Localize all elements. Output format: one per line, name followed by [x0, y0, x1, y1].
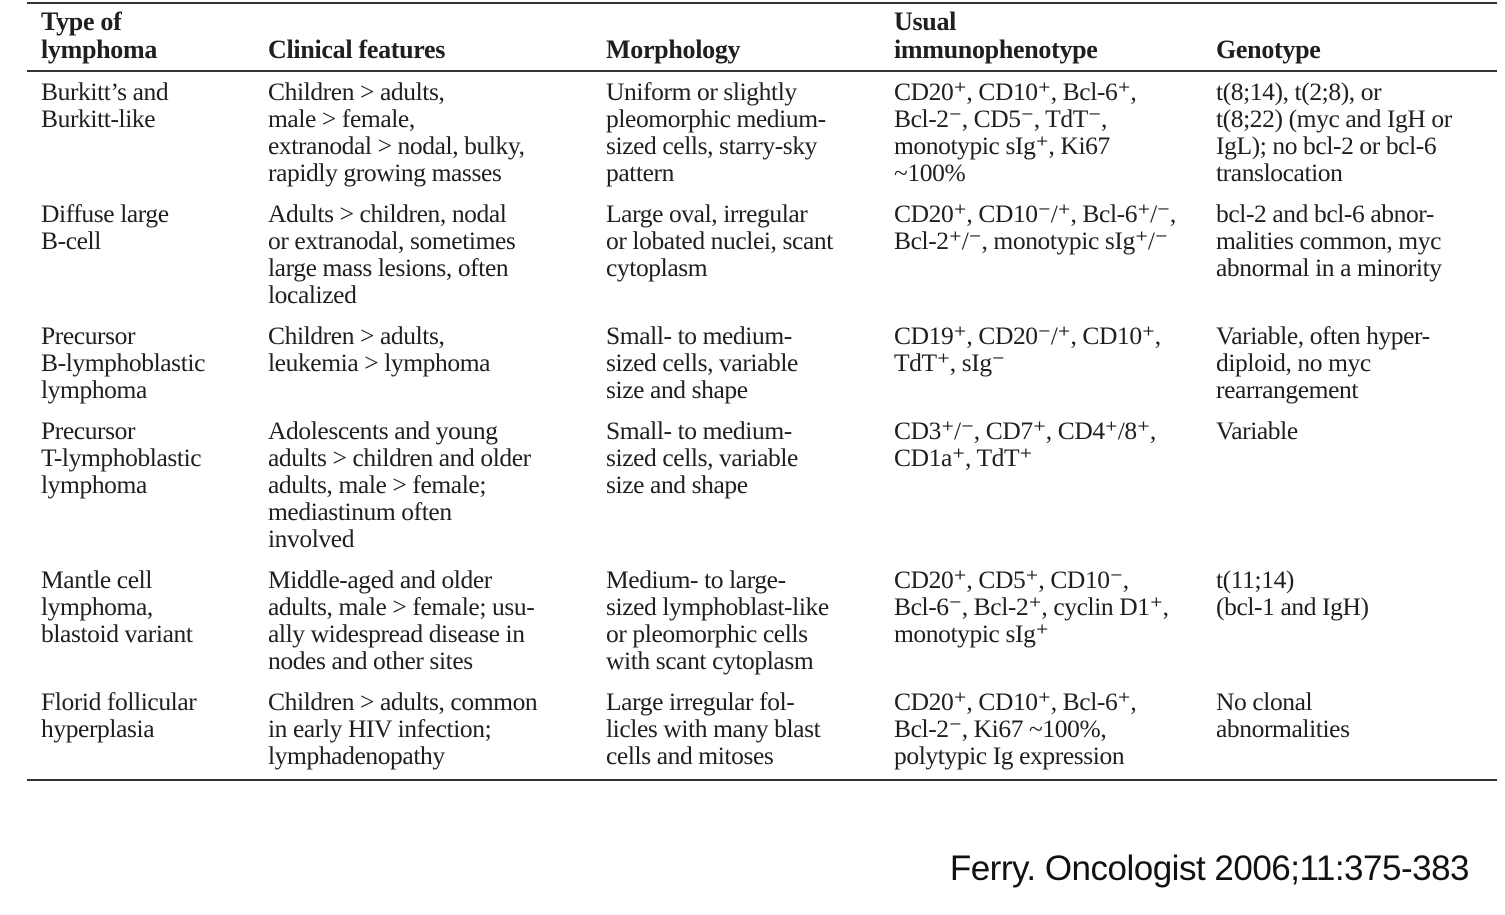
cell-line: B-lymphoblastic [41, 348, 205, 377]
cell-line: Variable, often hyper- [1216, 321, 1430, 350]
table-header [27, 3, 1497, 71]
cell-line: sized lymphoblast-like [606, 592, 829, 621]
header-type-of-lymphoma [27, 3, 254, 71]
cell-line: CD1a⁺, TdT⁺ [894, 443, 1033, 472]
cell-morphology [592, 688, 880, 780]
cell-line: with scant cytoplasm [606, 646, 814, 675]
cell-type-of-lymphoma [27, 566, 254, 688]
cell-line: TdT⁺, sIg⁻ [894, 348, 1005, 377]
header-line: Morphology [606, 35, 741, 64]
cell-line: rapidly growing masses [268, 158, 502, 187]
cell-morphology [592, 322, 880, 417]
cell-type-of-lymphoma [27, 688, 254, 780]
cell-line: Burkitt’s and [41, 77, 169, 106]
cell-line: Bcl-6⁻, Bcl-2⁺, cyclin D1⁺, [894, 592, 1169, 621]
cell-line: extranodal > nodal, bulky, [268, 131, 525, 160]
cell-immunophenotype [880, 417, 1202, 566]
cell-line: blastoid variant [41, 619, 193, 648]
cell-type-of-lymphoma [27, 417, 254, 566]
cell-genotype [1202, 417, 1497, 566]
cell-line: lymphoma, [41, 592, 153, 621]
header-genotype [1202, 3, 1497, 71]
cell-line: CD3⁺/⁻, CD7⁺, CD4⁺/8⁺, [894, 416, 1156, 445]
cell-genotype [1202, 566, 1497, 688]
cell-line: hyperplasia [41, 714, 155, 743]
cell-line: pleomorphic medium- [606, 104, 826, 133]
cell-line: Adolescents and young [268, 416, 498, 445]
cell-line: Burkitt-like [41, 104, 156, 133]
cell-line: Children > adults, [268, 77, 445, 106]
cell-morphology [592, 417, 880, 566]
cell-line: cells and mitoses [606, 741, 774, 770]
cell-immunophenotype [880, 71, 1202, 200]
header-line: Usual [894, 7, 957, 36]
cell-line: malities common, myc [1216, 226, 1441, 255]
cell-immunophenotype [880, 566, 1202, 688]
cell-line: licles with many blast [606, 714, 821, 743]
cell-line: Precursor [41, 321, 136, 350]
cell-line: Medium- to large- [606, 565, 786, 594]
cell-line: Large oval, irregular [606, 199, 808, 228]
cell-line: nodes and other sites [268, 646, 473, 675]
header-morphology [592, 3, 880, 71]
cell-clinical-features [254, 688, 592, 780]
cell-line: or extranodal, sometimes [268, 226, 516, 255]
cell-line: CD20⁺, CD10⁻/⁺, Bcl-6⁺/⁻, [894, 199, 1176, 228]
cell-line: IgL); no bcl-2 or bcl-6 [1216, 131, 1437, 160]
cell-genotype [1202, 688, 1497, 780]
cell-line: adults, male > female; usu- [268, 592, 535, 621]
cell-line: rearrangement [1216, 375, 1359, 404]
cell-clinical-features [254, 566, 592, 688]
cell-genotype [1202, 71, 1497, 200]
cell-line: Adults > children, nodal [268, 199, 507, 228]
cell-immunophenotype [880, 322, 1202, 417]
cell-line: cytoplasm [606, 253, 708, 282]
cell-line: large mass lesions, often [268, 253, 509, 282]
cell-line: Variable [1216, 416, 1298, 445]
cell-clinical-features [254, 322, 592, 417]
cell-line: T-lymphoblastic [41, 443, 202, 472]
header-line: immunophenotype [894, 35, 1098, 64]
header-line: Type of [41, 7, 122, 36]
cell-line: polytypic Ig expression [894, 741, 1125, 770]
cell-line: Small- to medium- [606, 416, 792, 445]
cell-immunophenotype [880, 688, 1202, 780]
cell-clinical-features [254, 417, 592, 566]
cell-line: diploid, no myc [1216, 348, 1371, 377]
cell-line: CD20⁺, CD10⁺, Bcl-6⁺, [894, 687, 1137, 716]
cell-line: size and shape [606, 375, 748, 404]
cell-line: lymphoma [41, 375, 147, 404]
cell-type-of-lymphoma [27, 71, 254, 200]
table-row [27, 71, 1497, 200]
cell-line: ally widespread disease in [268, 619, 525, 648]
cell-line: Mantle cell [41, 565, 153, 594]
cell-line: CD20⁺, CD5⁺, CD10⁻, [894, 565, 1129, 594]
cell-line: sized cells, variable [606, 443, 798, 472]
lymphoma-comparison-table [27, 2, 1497, 781]
cell-line: (bcl-1 and IgH) [1216, 592, 1369, 621]
cell-line: Bcl-2⁻, Ki67 ~100%, [894, 714, 1107, 743]
cell-line: ~100% [894, 158, 966, 187]
cell-line: male > female, [268, 104, 415, 133]
cell-line: Large irregular fol- [606, 687, 795, 716]
header-line: Genotype [1216, 35, 1321, 64]
cell-line: translocation [1216, 158, 1343, 187]
cell-line: No clonal [1216, 687, 1313, 716]
cell-line: lymphoma [41, 470, 147, 499]
cell-genotype [1202, 322, 1497, 417]
cell-line: t(11;14) [1216, 565, 1295, 594]
table-row [27, 322, 1497, 417]
cell-line: adults, male > female; [268, 470, 486, 499]
cell-line: in early HIV infection; [268, 714, 492, 743]
cell-clinical-features [254, 200, 592, 322]
cell-line: abnormal in a minority [1216, 253, 1442, 282]
header-line: Clinical features [268, 35, 446, 64]
cell-genotype [1202, 200, 1497, 322]
table-row [27, 688, 1497, 780]
header-row [27, 3, 1497, 71]
cell-morphology [592, 71, 880, 200]
cell-line: Children > adults, common [268, 687, 538, 716]
table-row [27, 417, 1497, 566]
cell-line: involved [268, 524, 355, 553]
cell-line: or lobated nuclei, scant [606, 226, 833, 255]
cell-line: sized cells, variable [606, 348, 798, 377]
cell-line: sized cells, starry-sky [606, 131, 818, 160]
cell-line: pattern [606, 158, 674, 187]
cell-line: Uniform or slightly [606, 77, 797, 106]
cell-clinical-features [254, 71, 592, 200]
cell-line: Precursor [41, 416, 136, 445]
cell-line: t(8;22) (myc and IgH or [1216, 104, 1452, 133]
cell-line: localized [268, 280, 357, 309]
cell-line: lymphadenopathy [268, 741, 445, 770]
cell-line: size and shape [606, 470, 748, 499]
cell-line: monotypic sIg⁺, Ki67 [894, 131, 1110, 160]
lymphoma-comparison-table-container [27, 2, 1497, 781]
cell-line: Diffuse large [41, 199, 169, 228]
header-immunophenotype [880, 3, 1202, 71]
cell-line: Bcl-2⁻, CD5⁻, TdT⁻, [894, 104, 1107, 133]
cell-line: or pleomorphic cells [606, 619, 808, 648]
cell-line: Small- to medium- [606, 321, 792, 350]
cell-type-of-lymphoma [27, 322, 254, 417]
cell-line: Florid follicular [41, 687, 197, 716]
table-body [27, 71, 1497, 780]
cell-line: leukemia > lymphoma [268, 348, 491, 377]
header-clinical-features [254, 3, 592, 71]
cell-immunophenotype [880, 200, 1202, 322]
cell-line: bcl-2 and bcl-6 abnor- [1216, 199, 1434, 228]
citation: Ferry. Oncologist 2006;11:375-383 [949, 849, 1469, 888]
cell-line: CD19⁺, CD20⁻/⁺, CD10⁺, [894, 321, 1161, 350]
table-row [27, 566, 1497, 688]
cell-line: abnormalities [1216, 714, 1350, 743]
header-line: lymphoma [41, 35, 158, 64]
cell-line: B-cell [41, 226, 101, 255]
cell-line: Bcl-2⁺/⁻, monotypic sIg⁺/⁻ [894, 226, 1168, 255]
cell-morphology [592, 200, 880, 322]
cell-line: t(8;14), t(2;8), or [1216, 77, 1382, 106]
cell-type-of-lymphoma [27, 200, 254, 322]
cell-morphology [592, 566, 880, 688]
cell-line: CD20⁺, CD10⁺, Bcl-6⁺, [894, 77, 1137, 106]
cell-line: mediastinum often [268, 497, 452, 526]
cell-line: Middle-aged and older [268, 565, 492, 594]
cell-line: adults > children and older [268, 443, 531, 472]
cell-line: Children > adults, [268, 321, 445, 350]
table-row [27, 200, 1497, 322]
cell-line: monotypic sIg⁺ [894, 619, 1049, 648]
